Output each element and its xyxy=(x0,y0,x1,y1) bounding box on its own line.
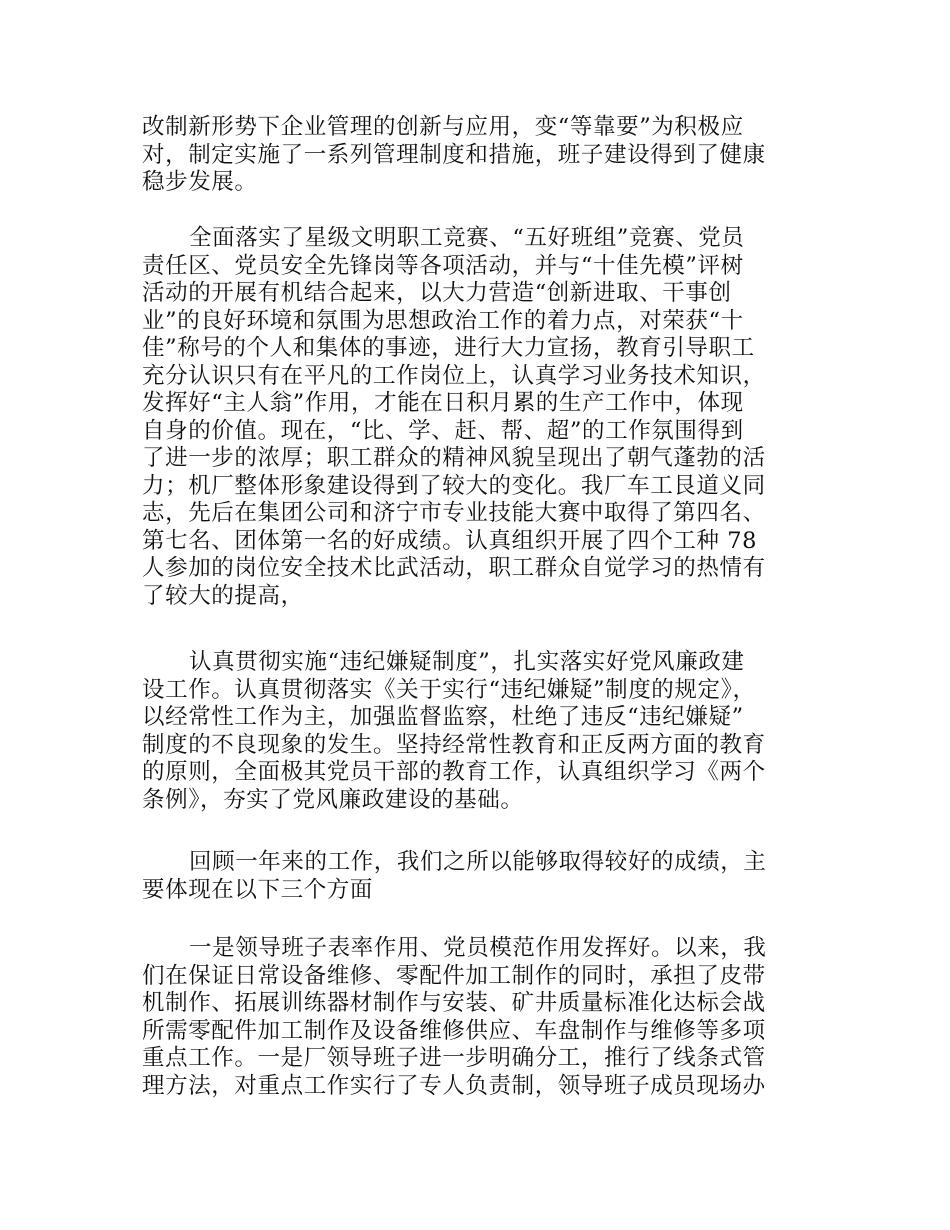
text-line: 佳”称号的个人和集体的事迹，进行大力宣扬，教育引导职工 xyxy=(142,335,755,361)
text-line: 对，制定实施了一系列管理制度和措施，班子建设得到了健康 xyxy=(142,141,766,168)
text-line: 第七名、团体第一名的好成绩。认真组织开展了四个工种 78 xyxy=(142,527,758,554)
text-line: 稳步发展。 xyxy=(142,169,258,195)
paragraph-review xyxy=(142,849,822,904)
text-line: 制度的不良现象的发生。坚持经常性教育和正反两方面的教育 xyxy=(142,731,766,758)
text-line: 条例》，夯实了党风廉政建设的基础。 xyxy=(142,786,524,813)
paragraph-continuation xyxy=(142,114,822,197)
text-line: 的原则，全面极其党员干部的教育工作，认真组织学习《两个 xyxy=(142,759,766,785)
text-line: 设工作。认真贯彻落实《关于实行“违纪嫌疑”制度的规定》， xyxy=(142,676,756,703)
paragraph-discipline xyxy=(142,649,822,814)
text-line: 理方法，对重点工作实行了专人负责制，领导班子成员现场办 xyxy=(142,1072,766,1099)
text-line: 所需零配件加工制作及设备维修供应、车盘制作与维修等多项 xyxy=(142,1017,766,1044)
paragraph-competition xyxy=(142,225,822,610)
text-line: 回顾一年来的工作，我们之所以能够取得较好的成绩，主 xyxy=(189,849,767,875)
text-line: 了进一步的浓厚；职工群众的精神风貌呈现出了朝气蓬勃的活 xyxy=(142,445,766,471)
text-line: 认真贯彻实施“违纪嫌疑制度”，扎实落实好党风廉政建 xyxy=(189,649,745,675)
text-line: 全面落实了星级文明职工竞赛、“五好班组”竞赛、党员 xyxy=(189,225,745,251)
text-line: 力；机厂整体形象建设得到了较大的变化。我厂车工艮道义同 xyxy=(142,472,766,499)
text-line: 们在保证日常设备维修、零配件加工制作的同时，承担了皮带 xyxy=(142,962,766,989)
text-line: 人参加的岗位安全技术比武活动，职工群众自觉学习的热情有 xyxy=(142,555,766,581)
text-line: 改制新形势下企业管理的创新与应用，变“等靠要”为积极应 xyxy=(142,114,744,140)
text-line: 重点工作。一是厂领导班子进一步明确分工，推行了线条式管 xyxy=(142,1045,766,1071)
paragraph-leadership xyxy=(142,935,822,1100)
text-line: 机制作、拓展训练器材制作与安装、矿井质量标准化达标会战 xyxy=(142,990,766,1016)
text-line: 要体现在以下三个方面 xyxy=(142,876,374,903)
text-line: 责任区、党员安全先锋岗等各项活动，并与“十佳先模”评树 xyxy=(142,252,744,279)
text-line: 自身的价值。现在，“比、学、赶、帮、超”的工作氛围得到 xyxy=(142,417,744,444)
text-line: 了较大的提高， xyxy=(142,582,304,609)
text-line: 活动的开展有机结合起来，以大力营造“创新进取、干事创 xyxy=(142,280,732,306)
text-line: 发挥好“主人翁”作用，才能在日积月累的生产工作中，体现 xyxy=(142,390,744,416)
text-line: 志，先后在集团公司和济宁市专业技能大赛中取得了第四名、 xyxy=(142,500,766,526)
text-line: 业”的良好环境和氛围为思想政治工作的着力点，对荣获“十 xyxy=(142,307,744,334)
text-line: 充分认识只有在平凡的工作岗位上，认真学习业务技术知识， xyxy=(142,362,766,389)
text-line: 一是领导班子表率作用、党员模范作用发挥好。以来，我 xyxy=(189,935,767,961)
text-line: 以经常性工作为主，加强监督监察，杜绝了违反“违纪嫌疑” xyxy=(142,704,744,730)
